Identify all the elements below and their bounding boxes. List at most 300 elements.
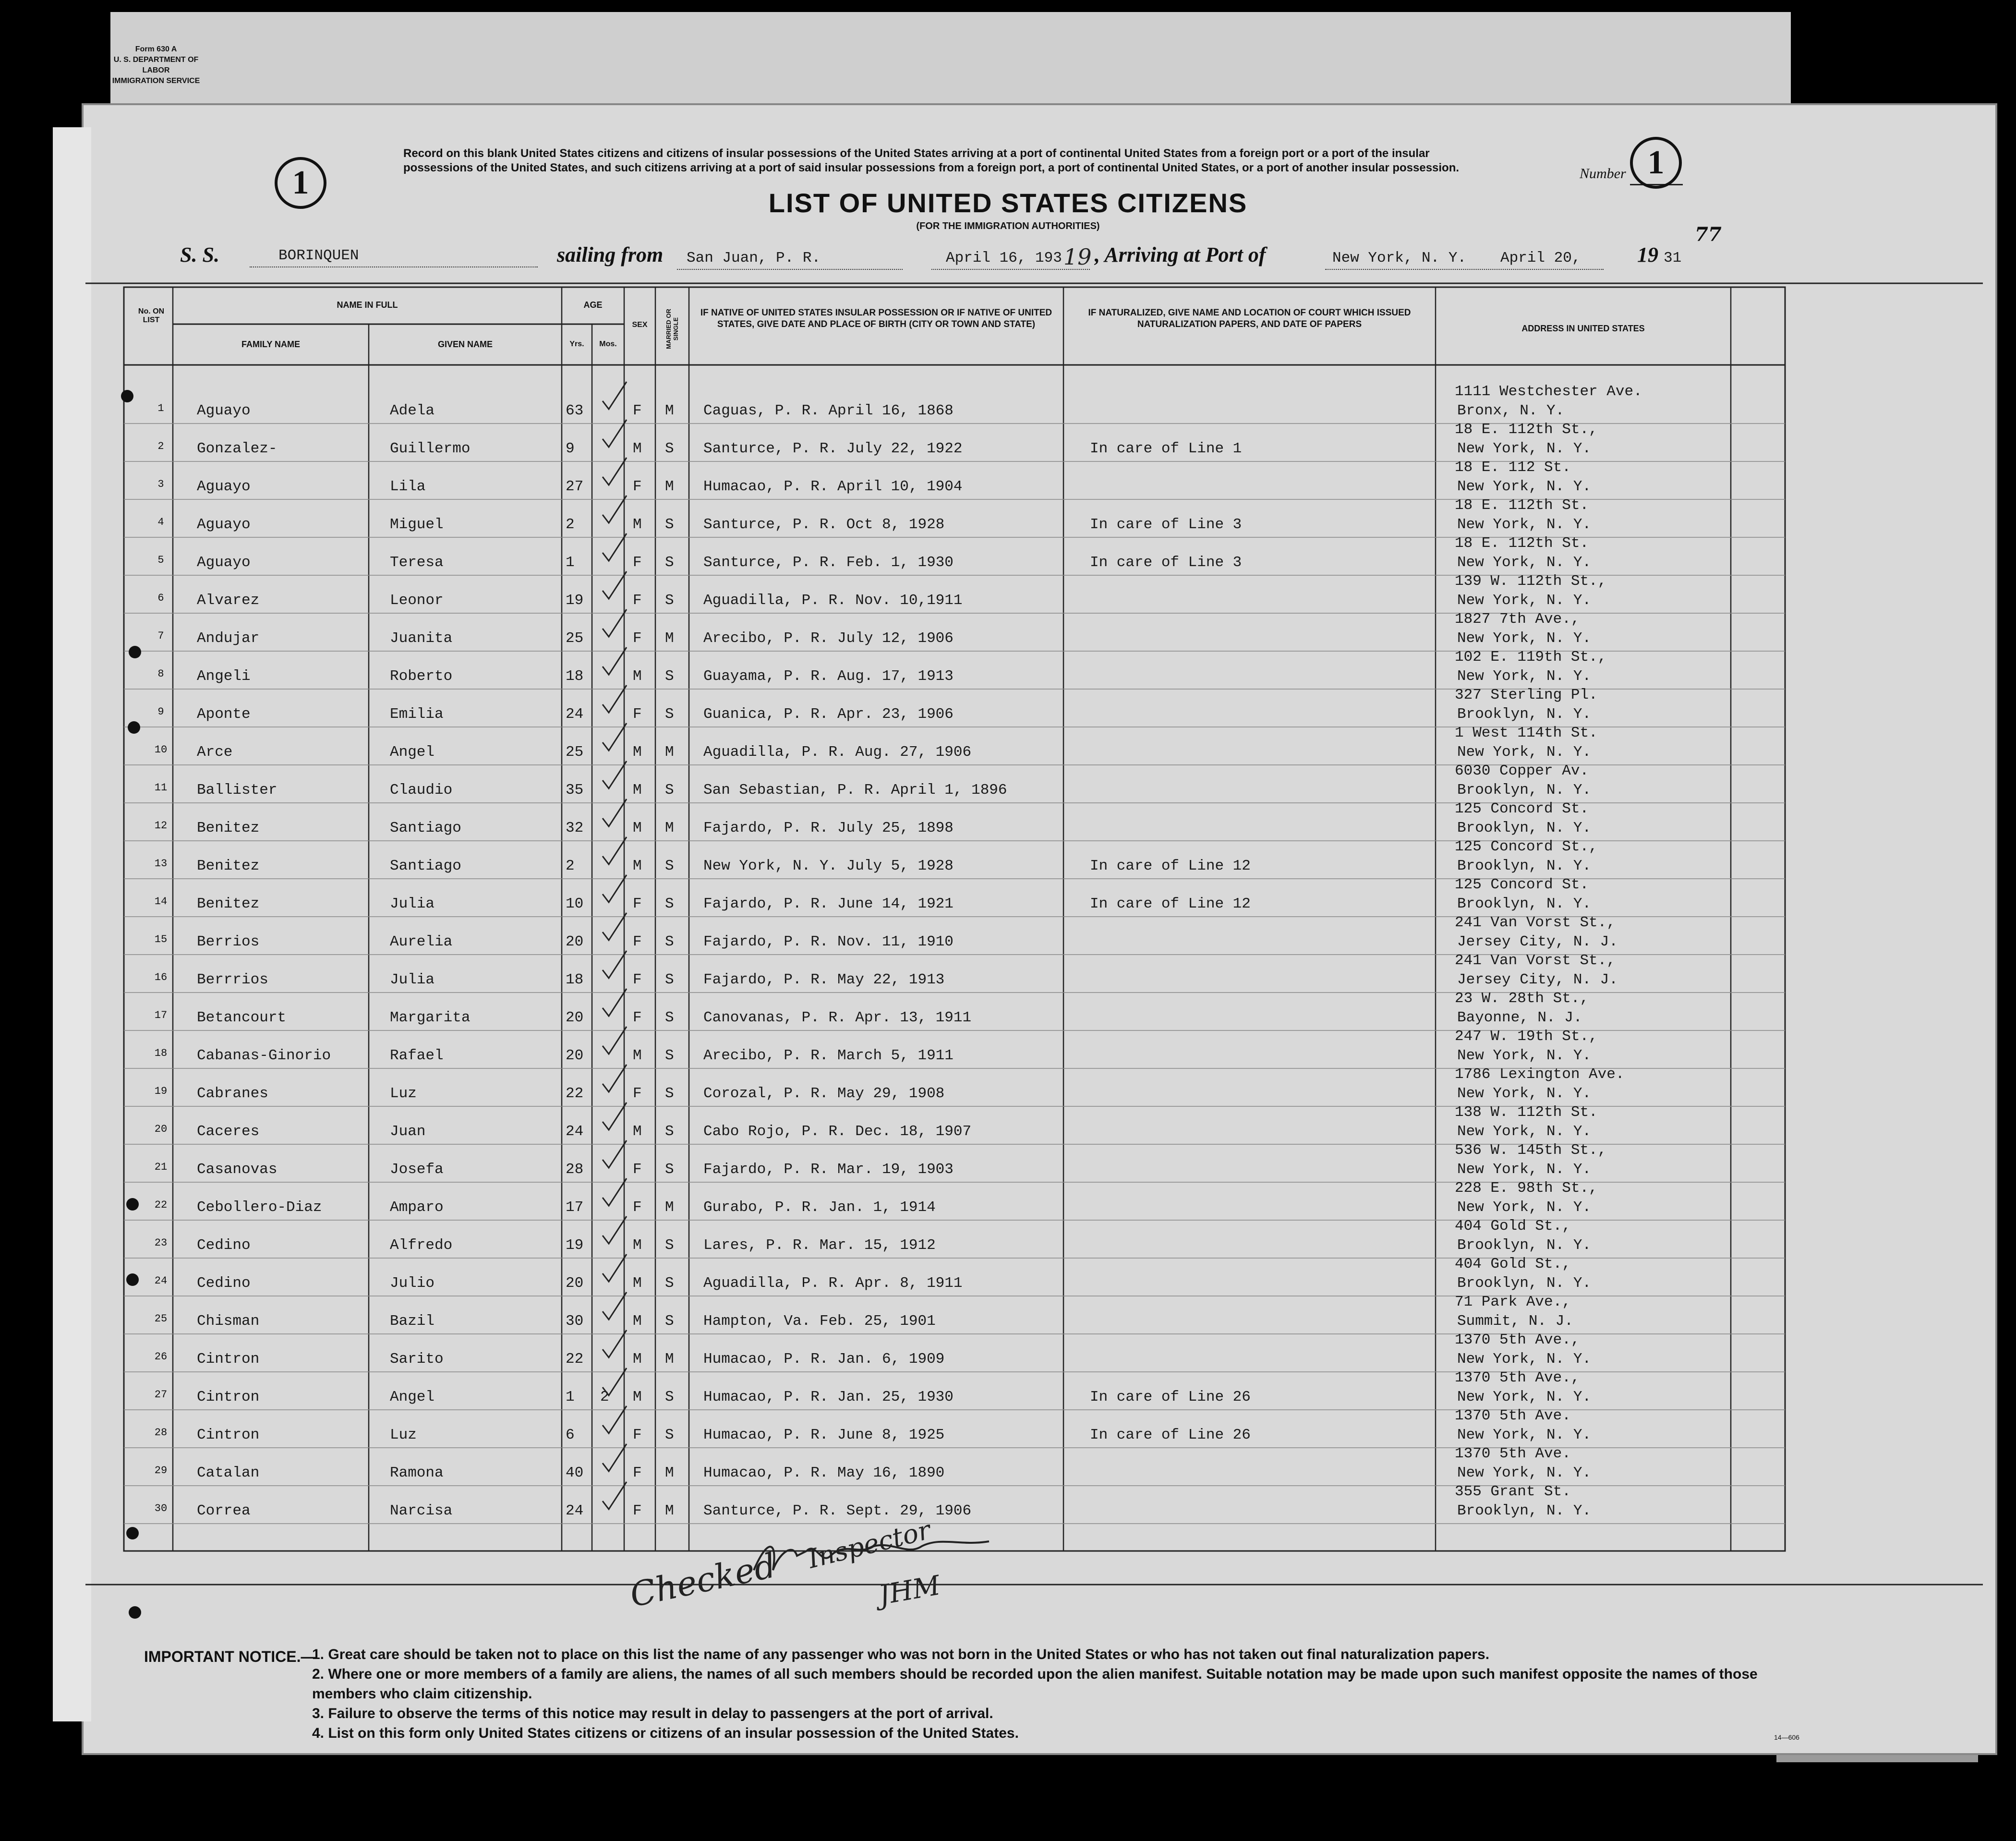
row-age-years: 20 [566,1009,584,1026]
notice-item-3: 3. Failure to observe the terms of this notice may result in delay to passengers at the port of arrival. [312,1706,993,1721]
row-address-line-2: Jersey City, N. J. [1457,933,1618,950]
number-label: Number [1580,166,1626,182]
row-family-name: Alvarez [197,592,260,609]
row-family-name: Benitez [197,820,260,836]
row-given-name: Santiago [390,858,461,874]
row-sex: F [633,933,642,950]
row-marital-status: M [665,1502,674,1519]
row-family-name: Cabanas-Ginorio [197,1047,331,1064]
row-address-line-1: 241 Van Vorst St., [1455,952,1616,969]
row-address-line-2: New York, N. Y. [1457,440,1592,457]
row-address-line-1: 139 W. 112th St., [1455,573,1607,590]
row-number: 2 [157,440,164,452]
row-age-years: 1 [566,554,575,571]
row-family-name: Catalan [197,1465,260,1481]
row-family-name: Betancourt [197,1009,287,1026]
row-given-name: Adela [390,402,435,419]
row-address-line-2: New York, N. Y. [1457,1085,1592,1102]
row-age-years: 30 [566,1313,584,1330]
check-mark [600,910,629,944]
row-number: 21 [154,1161,168,1173]
row-address-line-2: Brooklyn, N. Y. [1457,1237,1592,1254]
row-address-line-1: 1786 Lexington Ave. [1455,1066,1625,1083]
row-sex: F [633,1009,642,1026]
header-name-in-full: NAME IN FULL [337,300,398,310]
row-family-name: Aguayo [197,402,251,419]
row-address-line-1: 355 Grant St. [1455,1483,1571,1500]
row-given-name: Teresa [390,554,444,571]
row-naturalization: In care of Line 1 [1090,440,1242,457]
row-address-line-2: Bayonne, N. J. [1457,1009,1582,1026]
row-address-line-2: New York, N. Y. [1457,1123,1592,1140]
row-given-name: Aurelia [390,933,453,950]
row-number: 24 [154,1275,168,1287]
row-marital-status: S [665,1389,674,1405]
row-age-years: 22 [566,1351,584,1368]
row-address-line-2: New York, N. Y. [1457,592,1592,609]
header-given-name: GIVEN NAME [437,339,493,349]
row-age-years: 24 [566,706,584,723]
row-marital-status: S [665,782,674,799]
row-naturalization: In care of Line 12 [1090,896,1251,912]
row-given-name: Rafael [390,1047,444,1064]
page-subtitle: (FOR THE IMMIGRATION AUTHORITIES) [916,221,1100,231]
row-birthplace: Humacao, P. R. April 10, 1904 [703,478,963,495]
row-given-name: Claudio [390,782,453,799]
row-marital-status: M [665,1351,674,1368]
sailing-from-label: sailing from [557,243,664,266]
check-mark [600,1441,629,1475]
row-address-line-1: 18 E. 112th St. [1455,497,1589,514]
departure-year-hand: 19 [1063,244,1092,270]
row-sex: M [633,1047,642,1064]
row-birthplace: Caguas, P. R. April 16, 1868 [703,402,954,419]
row-address-line-1: 1827 7th Ave., [1455,611,1580,628]
row-given-name: Alfredo [390,1237,453,1254]
row-given-name: Angel [390,744,435,761]
row-marital-status: M [665,630,674,647]
check-mark [600,1252,629,1285]
row-address-line-2: New York, N. Y. [1457,554,1592,571]
row-address-line-1: 1370 5th Ave., [1455,1332,1580,1348]
row-address-line-1: 404 Gold St., [1455,1256,1571,1272]
row-marital-status: M [665,820,674,836]
row-birthplace: Fajardo, P. R. May 22, 1913 [703,971,945,988]
row-address-line-2: New York, N. Y. [1457,478,1592,495]
row-age-years: 27 [566,478,584,495]
row-sex: F [633,630,642,647]
row-address-line-1: 102 E. 119th St., [1455,649,1607,666]
row-marital-status: S [665,516,674,533]
check-mark [600,455,629,489]
row-sex: F [633,1161,642,1178]
check-mark [600,1366,629,1399]
row-age-years: 32 [566,820,584,836]
header-married-single: MARRIED OR SINGLE [665,309,679,349]
punch-hole [126,1273,139,1286]
row-birthplace: Aguadilla, P. R. Nov. 10,1911 [703,592,963,609]
row-given-name: Ramona [390,1465,444,1481]
check-mark [600,759,629,792]
row-age-years: 9 [566,440,575,457]
check-mark [600,1328,629,1361]
row-marital-status: M [665,402,674,419]
row-sex: F [633,1427,642,1443]
row-age-years: 1 [566,1389,575,1405]
check-mark [600,797,629,830]
row-given-name: Angel [390,1389,435,1405]
departure-port: San Juan, P. R. [687,250,821,266]
row-number: 19 [154,1085,168,1097]
check-mark [600,569,629,603]
check-mark [600,835,629,868]
row-age-years: 28 [566,1161,584,1178]
row-number: 4 [157,516,164,528]
row-marital-status: S [665,1313,674,1330]
row-address-line-1: 125 Concord St. [1455,876,1589,893]
record-instructions: Record on this blank United States citizens and citizens of insular possessions of the United States arriving at a port of continental United States from a foreign port or a port of the insular possessions of the United States, and such citizens arriving at a port of said insular possessions from a foreign port, a port of continental United States, or a port of another insular possession. [403,147,1460,174]
row-marital-status: S [665,1009,674,1026]
row-number: 23 [154,1237,168,1249]
punch-hole [126,1198,139,1211]
row-birthplace: Fajardo, P. R. Nov. 11, 1910 [703,933,954,950]
row-sex: F [633,971,642,988]
check-mark [600,1479,629,1513]
check-mark [600,607,629,641]
row-naturalization: In care of Line 26 [1090,1427,1251,1443]
row-number: 9 [157,706,164,718]
row-address-line-2: New York, N. Y. [1457,1161,1592,1178]
row-birthplace: Guanica, P. R. Apr. 23, 1906 [703,706,954,723]
row-number: 5 [157,554,164,566]
notice-heading: IMPORTANT NOTICE.— [144,1648,316,1665]
check-mark [600,986,629,1020]
row-age-years: 40 [566,1465,584,1481]
row-marital-status: M [665,1199,674,1216]
row-age-years: 18 [566,971,584,988]
row-sex: F [633,706,642,723]
header-no-on-list: No. ON LIST [138,307,165,324]
row-number: 26 [154,1351,168,1363]
header-age: AGE [583,300,603,310]
row-family-name: Cintron [197,1389,260,1405]
row-sex: F [633,1502,642,1519]
header-family-name: FAMILY NAME [241,339,301,349]
row-given-name: Julia [390,971,435,988]
row-birthplace: Aguadilla, P. R. Apr. 8, 1911 [703,1275,963,1292]
row-given-name: Julia [390,896,435,912]
row-given-name: Leonor [390,592,444,609]
row-birthplace: Cabo Rojo, P. R. Dec. 18, 1907 [703,1123,972,1140]
row-birthplace: Gurabo, P. R. Jan. 1, 1914 [703,1199,936,1216]
row-age-years: 25 [566,630,584,647]
checked-signature: Checked [626,1545,780,1615]
row-given-name: Juanita [390,630,453,647]
row-number: 20 [154,1123,168,1135]
row-sex: M [633,1123,642,1140]
row-address-line-2: New York, N. Y. [1457,744,1592,761]
row-address-line-1: 1370 5th Ave. [1455,1445,1571,1462]
punch-hole [129,646,141,658]
row-sex: F [633,402,642,419]
check-mark [600,379,629,413]
row-marital-status: S [665,668,674,685]
row-number: 7 [157,630,164,642]
row-address-line-2: Brooklyn, N. Y. [1457,1275,1592,1292]
row-sex: M [633,440,642,457]
row-marital-status: M [665,744,674,761]
check-mark [600,1138,629,1172]
row-address-line-2: Brooklyn, N. Y. [1457,1502,1592,1519]
row-marital-status: S [665,554,674,571]
row-birthplace: Corozal, P. R. May 29, 1908 [703,1085,945,1102]
row-marital-status: S [665,440,674,457]
punch-hole [129,1606,141,1619]
row-family-name: Cedino [197,1237,251,1254]
row-family-name: Aguayo [197,516,251,533]
row-sex: F [633,592,642,609]
row-age-years: 17 [566,1199,584,1216]
row-family-name: Casanovas [197,1161,278,1178]
row-given-name: Lila [390,478,426,495]
row-given-name: Santiago [390,820,461,836]
header-yrs: Yrs. [569,340,584,348]
row-address-line-1: 18 E. 112 St. [1455,459,1571,476]
row-address-line-2: New York, N. Y. [1457,1047,1592,1064]
row-sex: F [633,1085,642,1102]
punch-hole [128,721,140,734]
notice-list [312,1645,1800,1743]
row-family-name: Benitez [197,858,260,874]
row-given-name: Margarita [390,1009,471,1026]
row-marital-status: S [665,933,674,950]
row-address-line-2: Bronx, N. Y. [1457,402,1565,419]
row-address-line-2: Summit, N. J. [1457,1313,1573,1330]
row-address-line-1: 228 E. 98th St., [1455,1180,1598,1197]
row-marital-status: S [665,592,674,609]
row-marital-status: S [665,1275,674,1292]
department-label: U. S. DEPARTMENT OF LABOR [113,56,199,74]
row-address-line-1: 18 E. 112th St., [1455,421,1598,438]
row-family-name: Chisman [197,1313,260,1330]
check-mark [600,1062,629,1096]
row-marital-status: S [665,1237,674,1254]
row-birthplace: Fajardo, P. R. June 14, 1921 [703,896,954,912]
row-given-name: Emilia [390,706,444,723]
row-family-name: Ballister [197,782,278,799]
row-address-line-2: New York, N. Y. [1457,1465,1592,1481]
row-birthplace: Aguadilla, P. R. Aug. 27, 1906 [703,744,972,761]
row-given-name: Narcisa [390,1502,453,1519]
row-address-line-2: New York, N. Y. [1457,516,1592,533]
page-mark: 77 [1695,223,1722,246]
row-marital-status: S [665,1123,674,1140]
row-number: 3 [157,478,164,490]
row-address-line-1: 404 Gold St., [1455,1218,1571,1235]
row-number: 25 [154,1313,168,1325]
row-birthplace: Canovanas, P. R. Apr. 13, 1911 [703,1009,972,1026]
row-address-line-1: 1111 Westchester Ave. [1455,383,1642,400]
row-age-years: 19 [566,592,584,609]
row-address-line-2: New York, N. Y. [1457,1389,1592,1405]
initials: JHM [876,1570,943,1611]
row-sex: M [633,744,642,761]
row-birthplace: Lares, P. R. Mar. 15, 1912 [703,1237,936,1254]
row-number: 29 [154,1465,168,1477]
row-age-years: 2 [566,516,575,533]
check-mark [600,872,629,906]
row-number: 1 [157,402,164,414]
check-mark [600,683,629,716]
row-number: 22 [154,1199,168,1211]
row-age-years: 20 [566,1047,584,1064]
row-marital-status: M [665,478,674,495]
row-sex: M [633,1351,642,1368]
row-sex: M [633,1237,642,1254]
row-number: 30 [154,1502,168,1514]
row-number: 13 [154,858,168,870]
row-sex: M [633,820,642,836]
row-number: 17 [154,1009,168,1021]
row-age-years: 2 [566,858,575,874]
row-address-line-1: 536 W. 145th St., [1455,1142,1607,1159]
row-given-name: Bazil [390,1313,435,1330]
row-family-name: Berrrios [197,971,268,988]
row-number: 27 [154,1389,168,1401]
check-mark [600,531,629,565]
row-address-line-1: 71 Park Ave., [1455,1294,1571,1310]
row-address-line-1: 241 Van Vorst St., [1455,914,1616,931]
row-family-name: Correa [197,1502,251,1519]
row-given-name: Sarito [390,1351,444,1368]
row-age-years: 35 [566,782,584,799]
check-mark [600,1290,629,1323]
arriving-label: , Arriving at Port of [1095,243,1266,266]
row-birthplace: Humacao, P. R. Jan. 6, 1909 [703,1351,945,1368]
ship-name: BORINQUEN [278,247,359,264]
row-address-line-2: New York, N. Y. [1457,1199,1592,1216]
row-sex: M [633,858,642,874]
check-mark [600,721,629,754]
row-marital-status: S [665,1427,674,1443]
row-number: 28 [154,1427,168,1439]
row-sex: F [633,478,642,495]
row-age-years: 19 [566,1237,584,1254]
arrival-port: New York, N. Y. [1332,250,1467,266]
row-number: 16 [154,971,168,983]
row-given-name: Julio [390,1275,435,1292]
row-marital-status: S [665,1161,674,1178]
row-age-months: 2 [600,1389,609,1405]
row-given-name: Amparo [390,1199,444,1216]
row-birthplace: Fajardo, P. R. July 25, 1898 [703,820,954,836]
row-birthplace: Santurce, P. R. Oct 8, 1928 [703,516,945,533]
row-age-years: 24 [566,1123,584,1140]
row-given-name: Luz [390,1085,417,1102]
row-address-line-2: New York, N. Y. [1457,1351,1592,1368]
row-address-line-1: 6030 Copper Av. [1455,763,1589,779]
row-age-years: 18 [566,668,584,685]
row-family-name: Arce [197,744,233,761]
row-birthplace: Hampton, Va. Feb. 25, 1901 [703,1313,936,1330]
row-marital-status: S [665,1047,674,1064]
row-birthplace: Humacao, P. R. June 8, 1925 [703,1427,945,1443]
row-marital-status: S [665,971,674,988]
row-address-line-2: Brooklyn, N. Y. [1457,858,1592,874]
row-given-name: Guillermo [390,440,471,457]
row-sex: M [633,516,642,533]
row-birthplace: New York, N. Y. July 5, 1928 [703,858,954,874]
left-circled-number: 1 [275,157,326,209]
row-sex: F [633,1465,642,1481]
row-given-name: Juan [390,1123,426,1140]
row-family-name: Cintron [197,1351,260,1368]
row-age-years: 63 [566,402,584,419]
row-family-name: Cintron [197,1427,260,1443]
page-title: LIST OF UNITED STATES CITIZENS [768,188,1248,218]
row-number: 15 [154,933,168,945]
row-sex: F [633,1199,642,1216]
row-address-line-1: 327 Sterling Pl. [1455,687,1598,703]
row-address-line-1: 125 Concord St. [1455,800,1589,817]
row-marital-status: S [665,1085,674,1102]
header-mos: Mos. [599,340,617,348]
row-family-name: Cedino [197,1275,251,1292]
row-marital-status: S [665,858,674,874]
row-sex: F [633,896,642,912]
row-family-name: Andujar [197,630,260,647]
row-number: 11 [154,782,168,794]
row-marital-status: S [665,706,674,723]
check-mark [600,493,629,527]
header-sex: SEX [632,321,648,329]
row-naturalization: In care of Line 3 [1090,554,1242,571]
row-birthplace: Guayama, P. R. Aug. 17, 1913 [703,668,954,685]
row-sex: F [633,554,642,571]
row-given-name: Miguel [390,516,444,533]
row-number: 10 [154,744,168,756]
row-sex: M [633,1275,642,1292]
row-family-name: Gonzalez- [197,440,278,457]
form-number: Form 630 A [135,45,177,53]
row-marital-status: M [665,1465,674,1481]
row-number: 14 [154,896,168,908]
row-number: 6 [157,592,164,604]
header-address: ADDRESS IN UNITED STATES [1521,324,1645,333]
header-naturalized: IF NATURALIZED, GIVE NAME AND LOCATION OF COURT WHICH ISSUED NATURALIZATION PAPERS, AND DATE OF PAPERS [1088,308,1411,329]
check-mark [600,1024,629,1058]
row-birthplace: Arecibo, P. R. July 12, 1906 [703,630,954,647]
row-age-years: 24 [566,1502,584,1519]
row-address-line-2: Brooklyn, N. Y. [1457,896,1592,912]
row-address-line-1: 1 West 114th St. [1455,725,1598,741]
row-address-line-1: 247 W. 19th St., [1455,1028,1598,1045]
row-number: 8 [157,668,164,680]
row-birthplace: Fajardo, P. R. Mar. 19, 1903 [703,1161,954,1178]
row-address-line-1: 1370 5th Ave. [1455,1407,1571,1424]
row-address-line-2: New York, N. Y. [1457,1427,1592,1443]
service-label: IMMIGRATION SERVICE [112,77,200,85]
row-sex: M [633,1313,642,1330]
notice-item-2: 2. Where one or more members of a family are aliens, the names of all such members should be recorded upon the alien manifest. Suitable notation may be made upon such manifest opposite the names of those members who claim citizenship. [312,1666,1758,1702]
row-age-years: 20 [566,933,584,950]
row-family-name: Cabranes [197,1085,268,1102]
row-birthplace: Humacao, P. R. May 16, 1890 [703,1465,945,1481]
right-circled-number: 1 [1630,137,1682,189]
row-sex: M [633,668,642,685]
notice-item-4: 4. List on this form only United States citizens or citizens of an insular possession of the United States. [312,1725,1019,1741]
row-family-name: Cebollero-Diaz [197,1199,322,1216]
